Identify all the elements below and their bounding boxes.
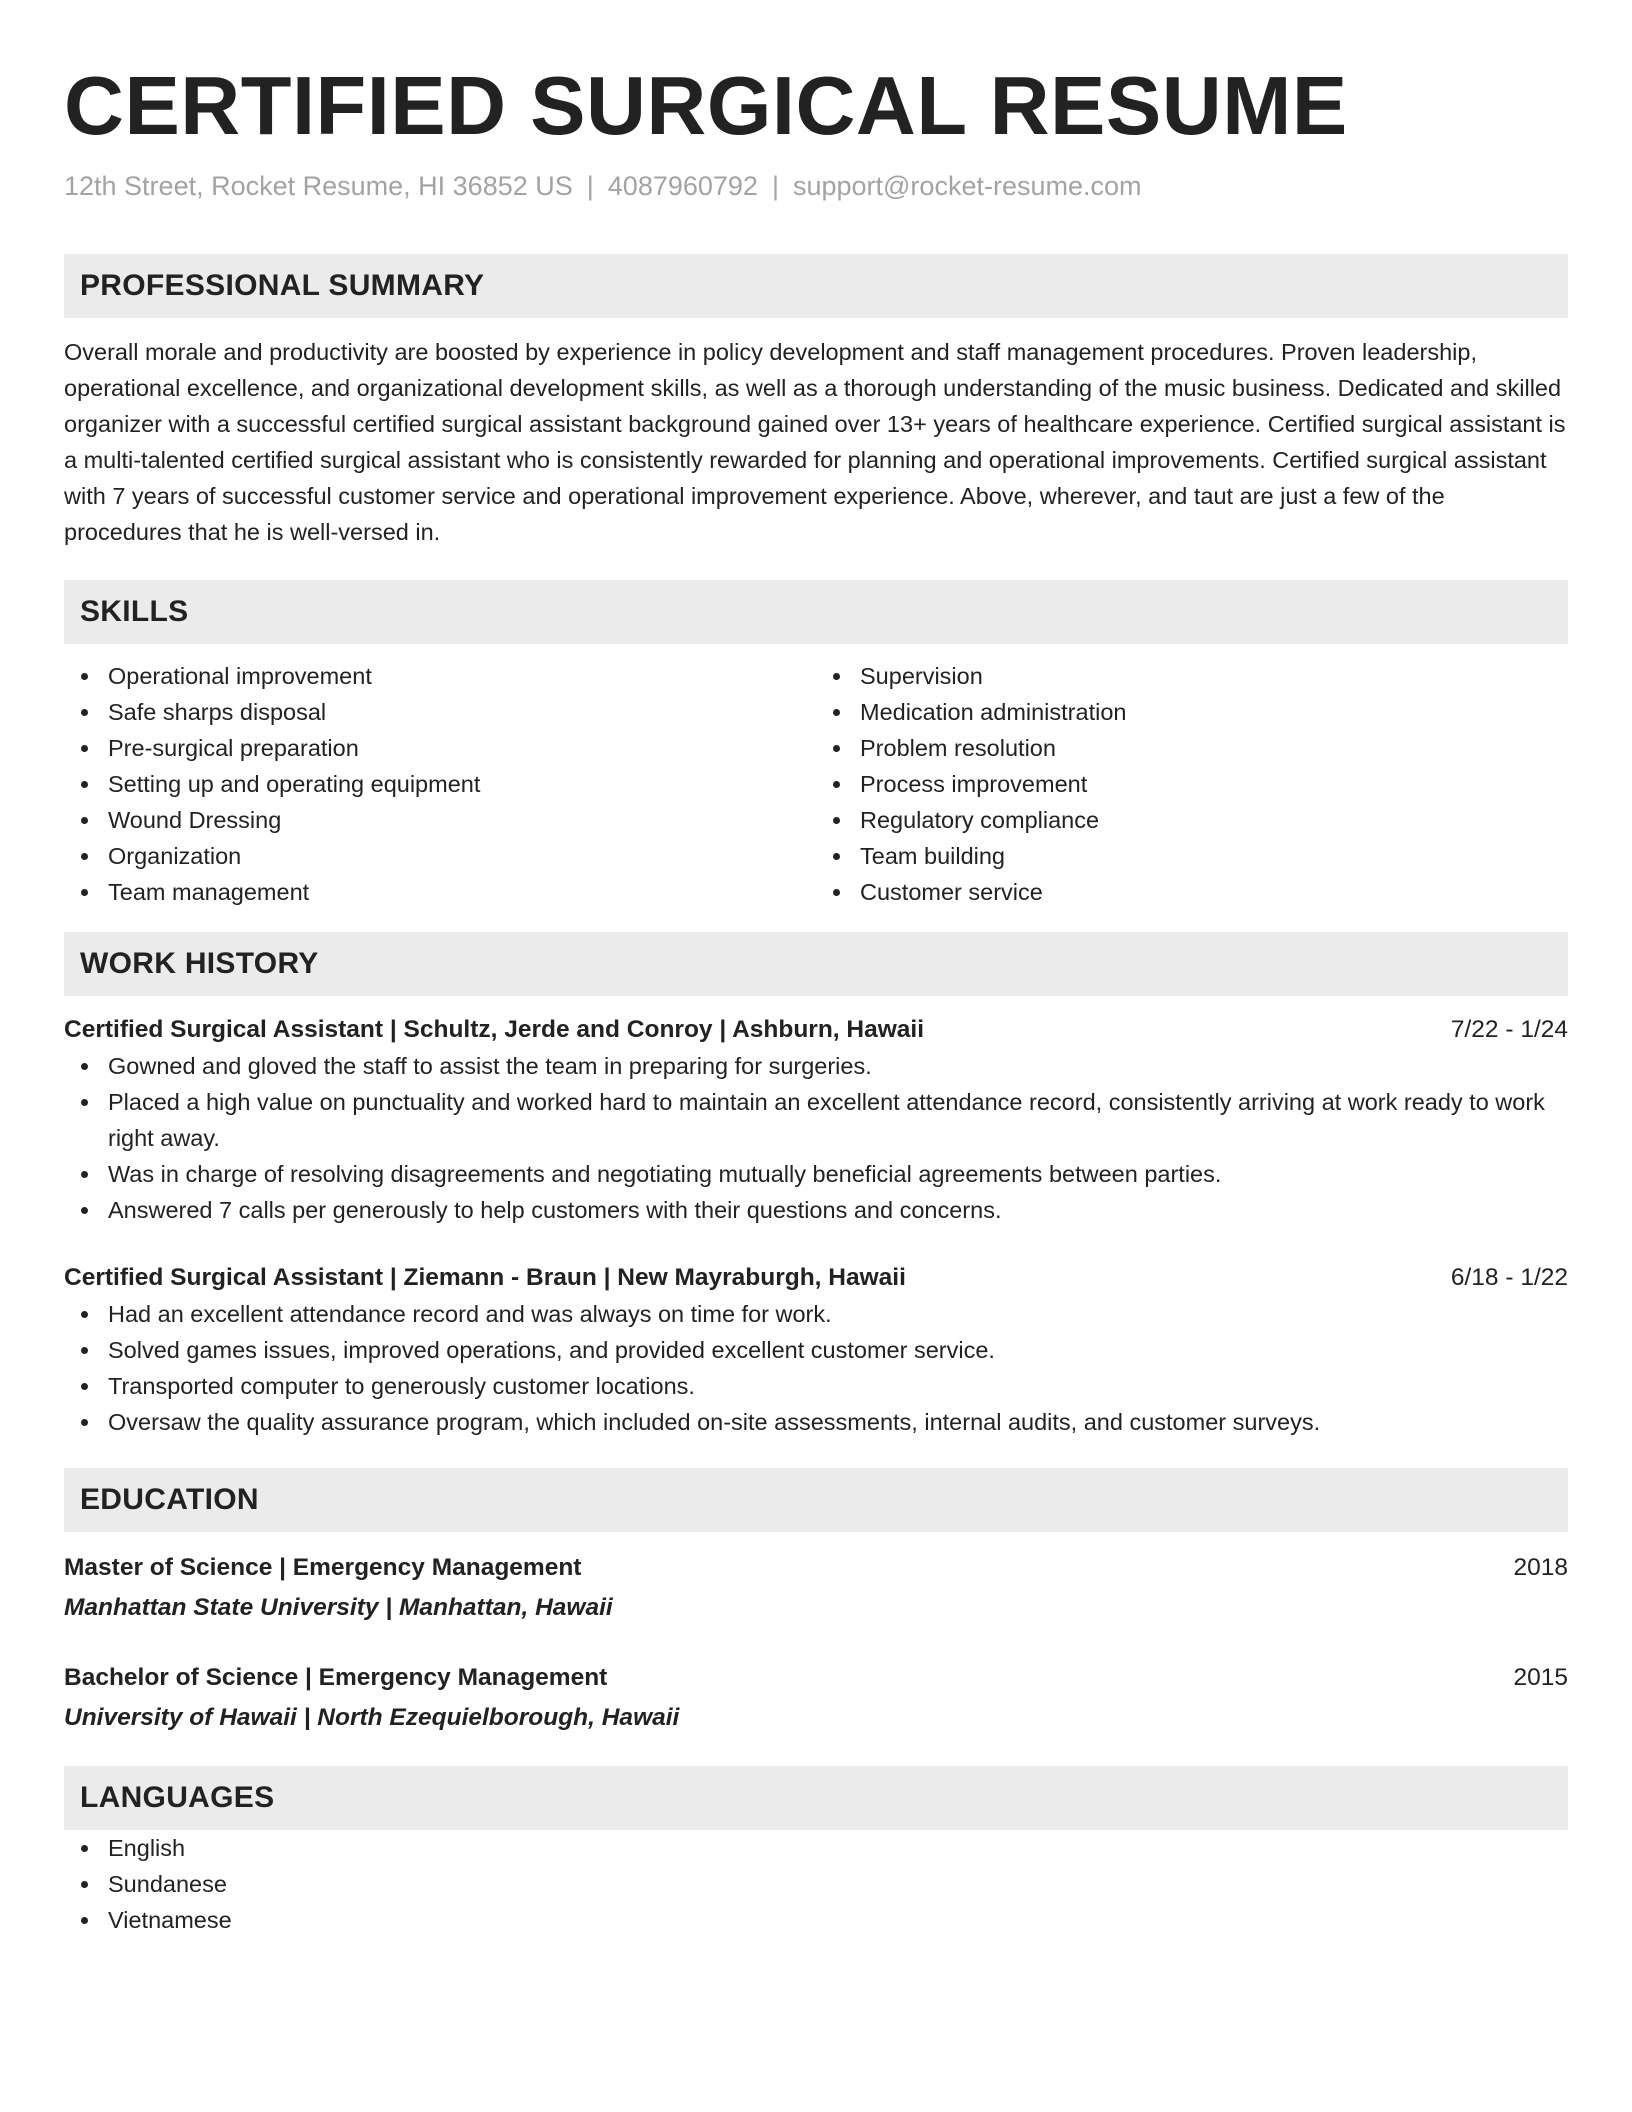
skill-item: Team management [108, 874, 816, 910]
language-item: Sundanese [108, 1866, 1568, 1902]
job-duty-item: Solved games issues, improved operations, and provided excellent customer service. [108, 1332, 1568, 1368]
contact-separator: | [586, 171, 594, 201]
job-dates: 7/22 - 1/24 [1450, 1016, 1568, 1043]
summary-text: Overall morale and productivity are boosted by experience in policy development and staff management procedures. Proven leadership, operational excellence, and organizational development skills, as well as a thorough understanding of the music business. Dedicated and skilled organizer with a successful certified surgical assistant background gained over 13+ years of healthcare experience. Certified surgical assistant is a multi-talented certified surgical assistant who is consistently rewarded for planning and operational improvements. Certified surgical assistant with 7 years of successful customer service and operational improvement experience. Above, wherever, and taut are just a few of the procedures that he is well-versed in. [64, 339, 1566, 545]
job-duties-list [64, 1296, 1568, 1440]
job-duty-item: Gowned and gloved the staff to assist the team in preparing for surgeries. [108, 1048, 1568, 1084]
contact-phone: 4087960792 [607, 171, 758, 201]
skill-item: Setting up and operating equipment [108, 766, 816, 802]
job-duty-item: Placed a high value on punctuality and worked hard to maintain an excellent attendance record, consistently arriving at work ready to work right away. [108, 1084, 1568, 1156]
skill-item: Customer service [860, 874, 1568, 910]
skill-item: Pre-surgical preparation [108, 730, 816, 766]
job-duty-item: Answered 7 calls per generously to help customers with their questions and concerns. [108, 1192, 1568, 1228]
languages-list [64, 1830, 1568, 1938]
language-item: Vietnamese [108, 1902, 1568, 1938]
job-duties-list [64, 1048, 1568, 1228]
education-year: 2015 [1513, 1664, 1568, 1691]
job-title: Certified Surgical Assistant | Ziemann - Braun | New Mayraburgh, Hawaii [64, 1264, 906, 1291]
skill-item: Safe sharps disposal [108, 694, 816, 730]
job-duty-item: Oversaw the quality assurance program, which included on-site assessments, internal audits, and customer surveys. [108, 1404, 1568, 1440]
job-duty-item: Was in charge of resolving disagreements and negotiating mutually beneficial agreements between parties. [108, 1156, 1568, 1192]
education-entry [64, 1660, 1568, 1696]
contact-separator: | [771, 171, 779, 201]
job-header [64, 1012, 1568, 1048]
skill-item: Supervision [860, 658, 1568, 694]
skills-heading: SKILLS [64, 580, 1568, 644]
education-school: University of Hawaii | North Ezequielborough, Hawaii [64, 1704, 680, 1731]
job-title: Certified Surgical Assistant | Schultz, Jerde and Conroy | Ashburn, Hawaii [64, 1016, 925, 1043]
skill-item: Medication administration [860, 694, 1568, 730]
languages-heading: LANGUAGES [64, 1766, 1568, 1830]
education-degree: Bachelor of Science | Emergency Management [64, 1664, 608, 1691]
contact-address: 12th Street, Rocket Resume, HI 36852 US [64, 171, 573, 201]
skills-left-column [64, 658, 816, 910]
resume-title: CERTIFIED SURGICAL RESUME [64, 59, 1348, 152]
job-dates: 6/18 - 1/22 [1450, 1264, 1568, 1291]
job-duty-item: Had an excellent attendance record and was always on time for work. [108, 1296, 1568, 1332]
work-history-heading: WORK HISTORY [64, 932, 1568, 996]
language-item: English [108, 1830, 1568, 1866]
education-school: Manhattan State University | Manhattan, Hawaii [64, 1594, 613, 1621]
skill-item: Operational improvement [108, 658, 816, 694]
education-year: 2018 [1513, 1554, 1568, 1581]
skill-item: Process improvement [860, 766, 1568, 802]
job-header [64, 1260, 1568, 1296]
skill-item: Wound Dressing [108, 802, 816, 838]
education-heading: EDUCATION [64, 1468, 1568, 1532]
education-degree: Master of Science | Emergency Management [64, 1554, 582, 1581]
skill-item: Problem resolution [860, 730, 1568, 766]
skills-right-column [816, 658, 1568, 910]
skills-grid [64, 658, 1568, 910]
contact-line [64, 168, 1568, 204]
education-entry [64, 1550, 1568, 1586]
skill-item: Team building [860, 838, 1568, 874]
contact-email: support@rocket-resume.com [792, 171, 1142, 201]
summary-heading: PROFESSIONAL SUMMARY [64, 254, 1568, 318]
skill-item: Regulatory compliance [860, 802, 1568, 838]
skill-item: Organization [108, 838, 816, 874]
job-duty-item: Transported computer to generously customer locations. [108, 1368, 1568, 1404]
